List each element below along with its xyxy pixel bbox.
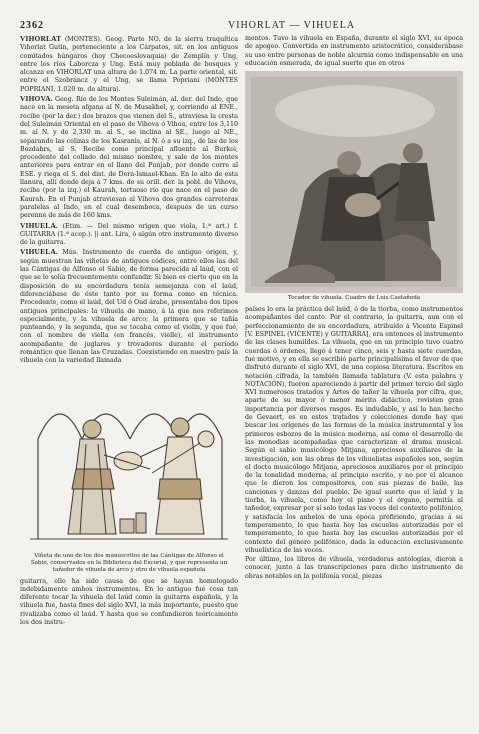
painting-illustration xyxy=(245,71,463,302)
entry-vihorlat xyxy=(20,35,238,94)
entry-vihova xyxy=(20,95,238,220)
page-header xyxy=(18,20,461,34)
entry-text: (MONTES). Geog. Parte NO. de la sierra traquítica Vihorlat Gutín, perteneciente a los Cárpatos, sit. en los antiguos comitados húngaros (hoy Checoeslovaquia) de Zemplín y Ung, entre los ríos Laborcza y Ung. Está muy poblada de bosques y alcanza en VIHORLAT una altura de 1.074 m. La parte oriental, sit. entre el Szobráncz y el Ung, se llama Popriani (MONTES POPRIANI, 1.020 m. de altura). xyxy=(20,36,238,93)
paragraph: países lo era la práctica del laúd, ó de la tiorba, como instrumentos acompañantes del canto. Por el contrario, la guitarra, aun con el perfeccionamiento de su encordadura, atribuído á Vicente Espinel [V. ESPINEL (VICENTE) y GUITARRA], era entonces el instrumento de las clases humildes. La vihuela, que en un principio tuvo cuatro cuerdas ó órdenes, llegó á tener cinco, seis y hasta siete cuerdas, fué motivo, y en ella se escribió parte principalísima el favor de que disfrutó durante el siglo XVI, de una copiosa literatura. Escritos en notación cifrada, la también llamada tablatura (V. esta palabra y NOTACIÓN), fueron apareciendo á partir del primer tercio del siglo XVI numerosos tratados y Artes de tañer la vihuela por cifra, que, aparte de su mayor ó menor mérito didáctico, revisten gran importancia por diversos rasgos. Es indudable, y así lo han hecho de Gevaert, es en estos tratados y colecciones donde hay que buscar los orígenes de las formas de la música instrumental y los primeros esbozos de la música moderna, así como el desarrollo de las monodias acompañadas que caracterizan el drama musical. Según el sabio musicólogo Mitjana, apreciosos auxiliares de la investigación, son las obras de los vihuelistas españoles son, según el docto musicólogo Mitjana, apreciosos auxiliares por el principio de la tonalidad moderna, al principio escrito, y no por el alcance que le dieron los compositores, con sus piezas de baile, las canciones y danzas del pueblo. De igual suerte que el laúd y la tiorba, la vihuela, como hoy el piano y el órgano, permitía al tañedor, expresar por sí solo todas las voces del contexto polifónico, y satisfacía los anhelos de una época prefiriendo, gracias á su temperamento, lo que hasta hoy las escuelas autorizadas por el temperamento, lo que hasta hoy las escuelas autorizadas por el contexto del género polifónico, dada la educación exclusivamente vihuelística de las voces. xyxy=(245,306,463,554)
headword: VIHOVA. xyxy=(20,94,53,104)
entry-vihuela-mus xyxy=(20,248,238,365)
continuation-text: mentos. Tuvo la vihuela en España, durante el siglo XVI, su época de apogeo. Convertida en instrumento aristocrático, considerábase su uso entre personas de noble alcurnia como indispensable en una educación esmerada, de igual suerte que en otros xyxy=(245,35,463,67)
headword: VIHUELA. xyxy=(20,220,58,230)
continuation-text: guitarra, ello ha sido causa de que se hayan homologado indebidamente ambos instrumentos. En lo antiguo fué cosa tan diferente tocar la vihuela del laúd como la guitarra española, y la vihuela fué, hasta fines del siglo XVI, la más importante, puesto que rivalizaba como el laúd. Y hasta que se confundieron teóricamente los dos instru- xyxy=(20,577,238,627)
vihuela-player-painting xyxy=(245,71,463,293)
entry-vihuela-etym xyxy=(20,222,238,248)
figure-caption: Tocador de vihuela. Cuadro de Luis Castañeda xyxy=(287,295,421,302)
entry-text: (Etim. — Del mismo origen que viola, 1.ª art.) f. GUITARRA (1.ª acep.). || ant. Lira, ó algún otro instrumento diverso de la guitarra. xyxy=(20,222,238,247)
running-title: VIHORLAT — VIHUELA xyxy=(228,20,356,31)
headword: VIHUELA. xyxy=(20,247,58,257)
cantigas-drawing xyxy=(20,369,238,551)
figure-caption: Viñeta de uno de los dos manuscritos de las Cántigas de Alfonso el Sabio, conservados en la Biblioteca del Escorial, y que representa un tañedor de vihuela de arco y otro de vihuela española xyxy=(30,552,228,573)
entry-text: Geog. Río de los Montes Suleimán, al. der. del Indo, que nace en la meseta afgana al N. de Musakhel, y, corriendo al ENE., recibe (por la der.) dos brazos que vienen del S., atraviesa la cresta del Suleimán Oriental en el paso de Vihova ó Vihoa, entre los 3,110 m. al N. y de 2,330 m. al S., se inclina al SE., luego al NE., separando las colinas de los Kasranis, al N. ó a su izq., de las de los Bozdahrs, al S. Recibe como principal afluente al Burkoi, procedente del collado del mismo nombre, y sale de los montes anteriores para entrar en el llano del Punjab, por donde corre al ESE. y riega el S. del dist. de Dera-Ismael-Khan. En lo alto de esta llanura, allí donde deja á 7 kms. de su orill. der. la pobl. de Vihova, recibe (por la izq.) el Kaurah, tortuoso río que nace en el paso de Kaurah. En el Punjab atraviesan al Vihova dos grandes carreteras paralelas al Indo, en el cual desemboca, después de un curso perenne de más de 160 kms. xyxy=(20,96,238,220)
cantigas-illustration xyxy=(20,369,238,574)
right-column xyxy=(245,35,463,725)
paragraph: Por último, los libros de vihuela, verdaderas antologías, dieron a conocer, junto á las transcripciones para dicho instrumento de obras notables en la polifonía vocal, piezas xyxy=(245,556,463,580)
page-number: 2362 xyxy=(20,20,44,31)
entry-text: Mús. Instrumento de cuerda de antiguo origen, y, según muestran las viñetas de antiguos códices, entre ellos las del las Cántigas de Alfonso el Sabio, de forma parecida al laúd, con el que se le solía frecuentemente confundir. Si bien es cierto que en la disposición de su encordadura tenía semejanza con el laúd, diferenciábase de éste tanto por su forma como en técnica. Procedente, como el laúd, del Ud ó Oud árabe, presentaba dos tipos antiguos principales: la vihuela de mano, á la que nos referimos especialmente, y la vihuela de arco; la primera que se tañía punteando, y la segunda, que se tocaba como el violín, y que fué, con el nombre de viella (en francés, vielle), el instrumento acompañante de juglares y trovadores durante el período romántico que llenan las Cruzadas. Coexistiendo en nuestro país la vihuela con la variedad llamada xyxy=(20,249,238,365)
headword: VIHORLAT xyxy=(20,35,62,43)
left-column xyxy=(20,35,238,725)
